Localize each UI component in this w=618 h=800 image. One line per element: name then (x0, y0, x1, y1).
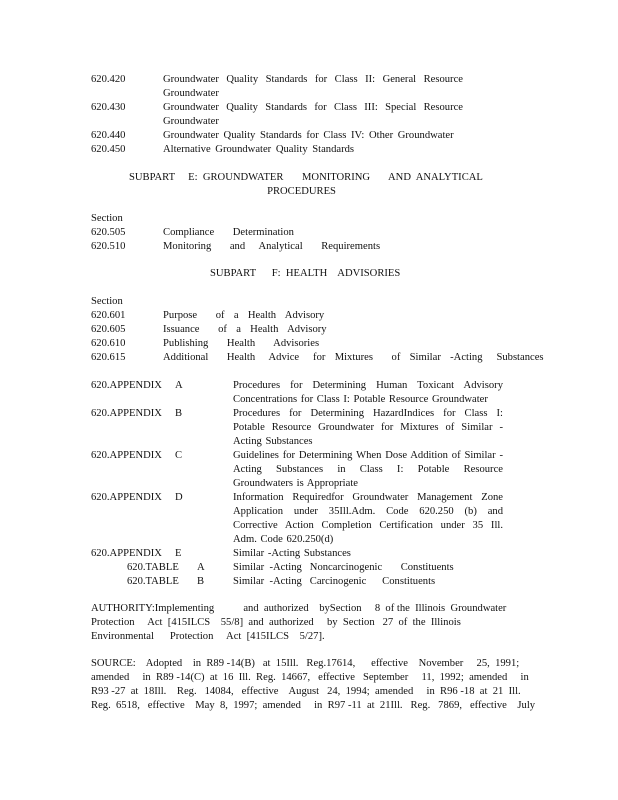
appendix-title: Similar -Acting Substances (233, 548, 351, 559)
section-title: Monitoring and Analytical Requirements (163, 241, 381, 252)
section-number: 620.610 (91, 338, 126, 349)
subpart-e-heading (129, 171, 483, 199)
appendix-letter: A (175, 380, 183, 391)
appendix-title: Guidelines for Determining When Dose Addition of Similar -Acting Substances in Class I: Potable Resource Groundwaters is Appropriate (233, 450, 503, 489)
table-number: 620.TABLE (127, 576, 179, 587)
appendix-title: Information Requiredfor Groundwater Management Zone Application under 35Ill.Adm. Code 620.250 (b) and Corrective Action Completion Certification under 35 Ill. Adm. Code 620.250(d) (233, 492, 503, 545)
table-letter: A (197, 562, 205, 573)
source-line: R93 -27 at 18Ill. Reg. 14084, effective August 24, 1994; amended in R96 -18 at 21 Ill. (91, 686, 521, 697)
section-row (91, 323, 501, 337)
source-line: amended in R89 -14(C) at 16 Ill. Reg. 14667, effective September 11, 1992; amended in (91, 672, 529, 683)
section-title: Groundwater Quality Standards for Class III: Special Resource Groundwater (163, 102, 463, 127)
appendix-row (91, 491, 511, 547)
section-title: Purpose of a Health Advisory (163, 310, 325, 321)
section-number: 620.601 (91, 310, 126, 321)
section-number: 620.420 (91, 74, 126, 85)
section-number: 620.430 (91, 102, 126, 113)
authority-paragraph (91, 602, 521, 644)
subpart-e-heading-line1: SUBPART E: GROUNDWATER MONITORING AND ANALYTICAL (129, 172, 483, 183)
authority-line: Environmental Protection Act [415ILCS 5/27]. (91, 631, 325, 642)
appendix-row (91, 379, 511, 407)
source-line: Reg. 6518, effective May 8, 1997; amended in R97 -11 at 21Ill. Reg. 7869, effective July (91, 700, 536, 711)
table-number: 620.TABLE (127, 562, 179, 573)
appendix-title: Procedures for Determining Human Toxicant Advisory Concentrations for Class I: Potable Resource Groundwater (233, 380, 503, 405)
section-label: Section (91, 213, 123, 224)
section-row (91, 337, 501, 351)
table-row (91, 561, 511, 575)
appendix-number: 620.APPENDIX (91, 380, 162, 391)
appendix-row (91, 449, 511, 491)
table-title: Similar -Acting Noncarcinogenic Constituents (233, 562, 454, 573)
authority-line: Protection Act [415ILCS 55/8] and authorized by Section 27 of the Illinois (91, 617, 461, 628)
section-title: Additional Health Advice for Mixtures of Similar -Acting Substances (163, 352, 544, 363)
appendix-letter: E (175, 548, 182, 559)
section-number: 620.615 (91, 352, 126, 363)
section-row (91, 351, 544, 365)
appendix-number: 620.APPENDIX (91, 492, 162, 503)
section-title: Alternative Groundwater Quality Standards (163, 144, 355, 155)
subpart-f-heading: SUBPART F: HEALTH ADVISORIES (210, 268, 401, 279)
source-line: SOURCE: Adopted in R89 -14(B) at 15Ill. Reg.17614, effective November 25, 1991; (91, 658, 520, 669)
section-number: 620.605 (91, 324, 126, 335)
section-row (91, 309, 501, 323)
section-row (91, 129, 501, 143)
appendix-number: 620.APPENDIX (91, 450, 162, 461)
table-title: Similar -Acting Carcinogenic Constituents (233, 576, 436, 587)
section-title: Compliance Determination (163, 227, 294, 238)
section-row (91, 226, 501, 240)
section-title: Publishing Health Advisories (163, 338, 320, 349)
subpart-d-section-list (91, 73, 501, 157)
section-title: Groundwater Quality Standards for Class II: General Resource Groundwater (163, 74, 463, 99)
table-row (91, 575, 511, 589)
section-number: 620.440 (91, 130, 126, 141)
source-paragraph (91, 657, 536, 713)
table-letter: B (197, 576, 205, 587)
section-number: 620.510 (91, 241, 126, 252)
section-title: Issuance of a Health Advisory (163, 324, 327, 335)
appendix-title: Procedures for Determining HazardIndices for Class I: Potable Resource Groundwater for Mixtures of Similar - Acting Substances (233, 408, 503, 447)
subpart-e-section-list (91, 212, 501, 254)
subpart-e-heading-line2: PROCEDURES (267, 186, 336, 197)
section-row (91, 73, 501, 101)
appendix-row (91, 547, 511, 561)
section-title: Groundwater Quality Standards for Class IV: Other Groundwater (163, 130, 454, 141)
appendix-number: 620.APPENDIX (91, 408, 162, 419)
section-row (91, 101, 501, 129)
section-row (91, 143, 501, 157)
appendix-letter: D (175, 492, 183, 503)
appendix-row (91, 407, 511, 449)
section-row (91, 240, 501, 254)
section-label: Section (91, 296, 123, 307)
appendix-letter: C (175, 450, 183, 461)
subpart-f-section-list (91, 295, 544, 365)
section-number: 620.450 (91, 144, 126, 155)
section-number: 620.505 (91, 227, 126, 238)
appendix-list (91, 379, 511, 589)
appendix-number: 620.APPENDIX (91, 548, 162, 559)
authority-line: AUTHORITY:Implementing and authorized bySection 8 of the Illinois Groundwater (91, 603, 507, 614)
appendix-letter: B (175, 408, 183, 419)
